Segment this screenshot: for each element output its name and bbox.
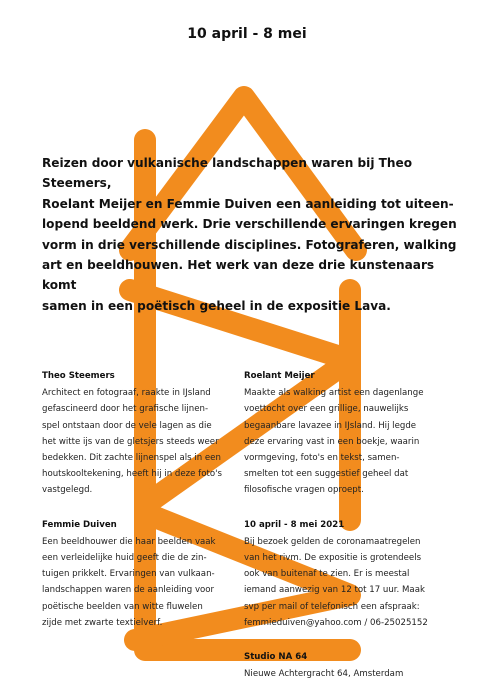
artist-bio: Maakte als walking artist een dagenlange voettocht over een grillige, nauwelijks begaanbare lavazee in IJsland. Hij legde deze ervaring vast in een boekje, waarin vormgeving, foto's en tekst, samen- smelten tot een suggestief geheel dat filosofische vragen oproept. (244, 388, 424, 496)
artist-name: Roelant Meijer (244, 371, 315, 381)
visit-info (244, 517, 454, 631)
artist-femmie (42, 517, 247, 631)
artist-bio: Architect en fotograaf, raakte in IJsland gefascineerd door het grafische lijnen- spel ontstaan door de vele lagen as die het witte ijs van de gletsjers steeds weer bedekken. Dit zachte lijnenspel als in een houtskooltekening, heeft hij in deze foto's vastgelegd. (42, 388, 222, 496)
right-column (244, 368, 454, 700)
info-text: Bij bezoek gelden de coronamaatregelen van het rivm. De expositie is grotendeels ook van buitenaf te zien. Er is meestal iemand aanwezig van 12 tot 17 uur. Maak svp per mail of telefonisch een afspraak: femmieduiven@yahoo.com / 06-25025152 (244, 536, 428, 628)
intro-text: Reizen door vulkanische landschappen waren bij Theo Steemers, Roelant Meijer en Femmie Duiven een aanleiding tot uiteen- lopend beeldend werk. Drie verschillende ervaringen kregen vorm in drie verschillende disciplines. Fotograferen, walking art en beeldhouwen. Het werk van deze drie kunstenaars komt samen in een poëtisch geheel in de expositie Lava. (42, 156, 457, 313)
artist-name: Theo Steemers (42, 371, 115, 381)
exhibition-date: 10 april - 8 mei (187, 26, 307, 42)
artist-theo (42, 368, 247, 499)
left-column (42, 368, 247, 649)
venue-address: Nieuwe Achtergracht 64, Amsterdam (244, 669, 404, 680)
artist-roelant (244, 368, 454, 499)
artist-bio: Een beeldhouwer die haar beelden vaak een verleidelijke huid geeft die de zin- tuigen prikkelt. Ervaringen van vulkaan- landschappen waren de aanleiding voor poëtische beelden van witte fluwelen zijde met zwarte textielverf. (42, 536, 216, 628)
info-date: 10 april - 8 mei 2021 (244, 519, 345, 530)
venue-name: Studio NA 64 (244, 652, 308, 663)
artist-name: Femmie Duiven (42, 519, 117, 530)
venue (244, 649, 454, 682)
